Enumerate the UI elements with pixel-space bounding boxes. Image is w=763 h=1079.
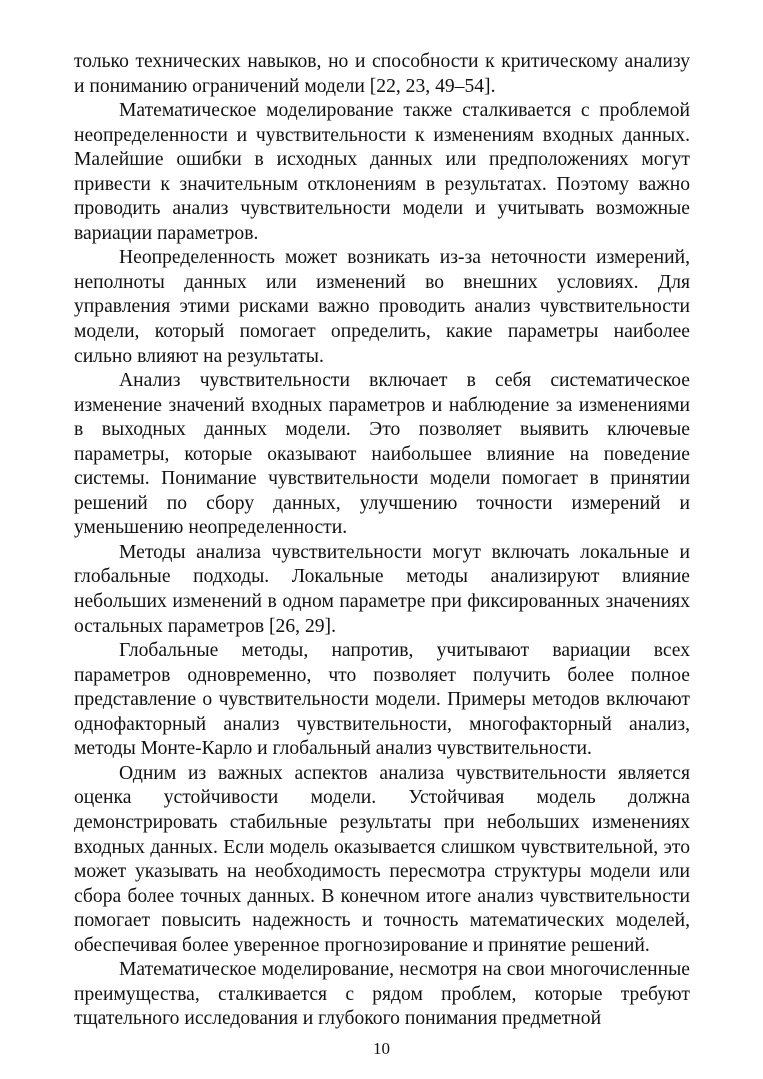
paragraph-8: Математическое моделирование, несмотря на свои многочисленные преимущества, сталкивается с рядом проблем, которые требуют тщательного исследования и глубокого понимания предметной	[74, 959, 690, 1030]
paragraph-2: Математическое моделирование также сталкивается с проблемой неопределенности и чувствительности к изменениям входных данных. Малейшие ошибки в исходных данных или предположениях могут привести к значительным отклонениям в результатах. Поэтому важно проводить анализ чувствительности модели и учитывать возможные вариации параметров.	[74, 100, 690, 244]
page-number: 10	[373, 1039, 390, 1058]
paragraph-continued: только технических навыков, но и способности к критическому анализу и пониманию ограничений модели [22, 23, 49–54].	[74, 51, 690, 97]
paragraph-5: Методы анализа чувствительности могут включать локальные и глобальные подходы. Локальные методы анализируют влияние небольших изменений в одном параметре при фиксированных значениях остальных параметров [26, 29].	[74, 541, 690, 637]
body-text	[74, 50, 690, 1032]
paragraph-7: Одним из важных аспектов анализа чувствительности является оценка устойчивости модели. Устойчивая модель должна демонстрировать стабильные результаты при небольших изменениях входных данных. Если модель оказывается слишком чувствительной, это может указывать на необходимость пересмотра структуры модели или сбора более точных данных. В конечном итоге анализ чувствительности помогает повысить надежность и точность математических моделей, обеспечивая более уверенное прогнозирование и принятие решений.	[74, 762, 690, 956]
paragraph-4: Анализ чувствительности включает в себя систематическое изменение значений входных параметров и наблюдение за изменениями в выходных данных модели. Это позволяет выявить ключевые параметры, которые оказывают наибольшее влияние на поведение системы. Понимание чувствительности модели помогает в принятии решений по сбору данных, улучшению точности измерений и уменьшению неопределенности.	[74, 370, 690, 539]
paragraph-6: Глобальные методы, напротив, учитывают вариации всех параметров одновременно, что позволяет получить более полное представление о чувствительности модели. Примеры методов включают однофакторный анализ чувствительности, многофакторный анализ, методы Монте-Карло и глобальный анализ чувствительности.	[74, 640, 690, 760]
paragraph-3: Неопределенность может возникать из-за неточности измерений, неполноты данных или изменений во внешних условиях. Для управления этими рисками важно проводить анализ чувствительности модели, который помогает определить, какие параметры наиболее сильно влияют на результаты.	[74, 247, 690, 367]
